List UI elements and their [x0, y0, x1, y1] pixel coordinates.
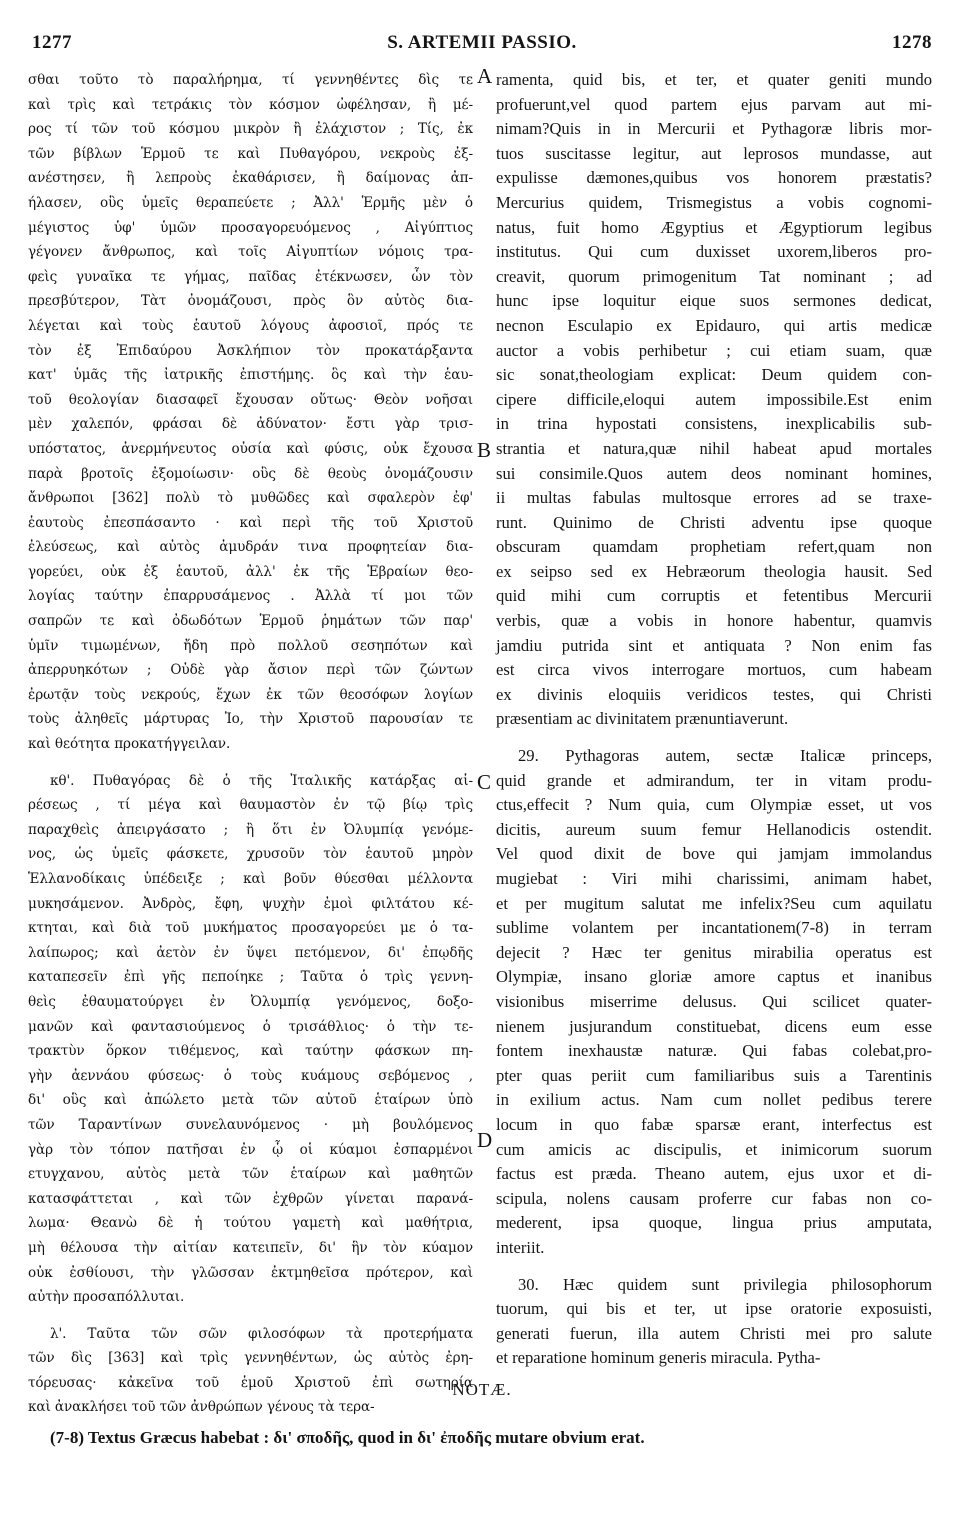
- text-line: generati fuerun, illa autem Christi mei pro salute: [496, 1323, 932, 1343]
- text-line: φεὶς γυναῖκα τε γήμας, παῖδας ἐτέκνωσεν, ὧν τὸν: [28, 268, 473, 285]
- text-line: runt. Quinimo de Christi adventu ipse quoque: [496, 512, 932, 532]
- notes-heading: NOTÆ.: [452, 1380, 512, 1399]
- text-line: θεὶς ἐθαυματούργει ἐν Ὀλυμπίᾳ γενόμενος, δοξο-: [28, 993, 473, 1010]
- text-line: ἐλεύσεως, καὶ αὐτὸς ἀμυδράν τινα προφητείαν δια-: [28, 539, 473, 556]
- text-line: Olympiæ, insano gloriæ amore captus et inanibus: [496, 967, 932, 987]
- text-line: fontem inexhaustæ naturæ. Qui fabas colebat,pro-: [496, 1041, 932, 1061]
- text-line: præsentiam ac divinitatem prænuntiaverunt.: [496, 709, 789, 729]
- text-line: λογίας ταύτην ἐπαρρυσάμενος . Ἀλλὰ τί μοι τῶν: [28, 588, 473, 605]
- text-line: δι' οὓς καὶ ἀπώλετο μετὰ τῶν αὐτοῦ ἑταίρων ὑπὸ: [28, 1092, 473, 1109]
- text-line: jamdiu putrida sint et antiquata ? Non enim fas: [496, 635, 932, 655]
- margin-letter-a: A: [477, 64, 493, 88]
- margin-letter-d: D: [477, 1128, 493, 1152]
- text-line: institutus. Qui cum duxisset uxorem,liberos pro-: [496, 242, 932, 262]
- text-line: τόρευσας· κἀκεῖνα τοῦ ἐμοῦ Χριστοῦ ἐπὶ σωτηρίᾳ: [28, 1374, 473, 1391]
- text-line: καὶ θεότητα προκατήγγειλαν.: [28, 736, 231, 753]
- text-line: auctor a vobis perhibetur ; cui etiam suam, quæ: [496, 340, 932, 360]
- text-line: mugiebat : Viri mihi charissimi, animam habet,: [496, 869, 932, 888]
- text-line: μέγιστος ὑφ' ὑμῶν προσαγορευόμενος , Αἰγύπτιος: [28, 219, 473, 236]
- text-line: mederent, ipsa quoque, lingua prius amputata,: [496, 1213, 932, 1233]
- text-line: κατασφάττεται , καὶ τῶν ἐχθρῶν γίνεται παρανά-: [28, 1190, 473, 1207]
- text-line: γὴν ἀεννάου φύσεως· ὁ τοὺς κυάμους σεβόμενος ,: [28, 1067, 473, 1084]
- text-line: οὐκ ἐσθίουσι, τὴν γλῶσσαν ἐκτμηθεῖσα πρότερον, καὶ: [28, 1264, 473, 1281]
- text-line: ἐρωτᾷν τοὺς νεκρούς, ἔχων ἐκ τῶν θεοσόφων λογίων: [28, 686, 473, 703]
- text-line: in trina hypostati consistens, inexplicabilis sub-: [496, 414, 932, 434]
- text-line: dejecit ? Hæc ter genitus mirabilia operatus est: [496, 942, 932, 962]
- text-line: pter quas periit cum familiaribus suis a Tarentinis: [496, 1065, 932, 1085]
- text-line: σαπρῶν τε καὶ ὀδωδότων Ἑρμοῦ ῥημάτων τῶν παρ': [28, 613, 473, 630]
- text-line: τῶν βίβλων Ἑρμοῦ τε καὶ Πυθαγόρου, νεκροὺς ἐξ-: [28, 145, 473, 162]
- footnote: (7-8) Textus Græcus habebat : δι' σποδῆς, quod in δι' ἐποδῆς mutare obvium erat.: [50, 1428, 645, 1447]
- text-line: σθαι τοῦτο τὸ παραλήρημα, τί γεννηθέντες δὶς τε: [28, 72, 473, 88]
- text-line: ετυγχανου, αὐτὸς μετὰ τῶν ἑταίρων καὶ μαθητῶν: [28, 1166, 473, 1183]
- text-line: expulisse dæmones,quibus vos honorem præstatis?: [496, 168, 932, 188]
- text-line: μυκησάμενον. Ἀνδρὸς, ἔφη, ψυχὴν ἐμοὶ φιλτάτου κέ-: [28, 895, 473, 912]
- right-column-number: 1278: [892, 32, 932, 53]
- text-line: cum amicis ac discipulis, et inimicorum suorum: [496, 1139, 932, 1159]
- text-line: locum in quo fabæ sparsæ erant, interfectus est: [496, 1114, 932, 1134]
- text-line: ex seipso sed ex Hebræorum theologia hausit. Sed: [496, 561, 932, 581]
- text-line: sic sonat,theologiam explicat: Deum quidem con-: [496, 365, 932, 385]
- text-line: παραχθεὶς ἀπειργάσατο ; ἢ ὅτι ἐν Ὀλυμπίᾳ γενόμε-: [28, 821, 473, 838]
- text-line: sublime volantem per incantationem(7-8) in terram: [496, 918, 932, 938]
- text-line: cipere difficile,eloqui autem impossibile.Est enim: [496, 389, 932, 409]
- text-line: ήλασεν, οὓς ὑμεῖς θεραπεύετε ; Ἀλλ' Ἑρμῆς μὲν ὁ: [28, 194, 473, 211]
- text-line: strantia et natura,quæ nihil habeat apud mortales: [496, 438, 932, 458]
- text-line: ἀπερρυηκότων ; Οὐδὲ γὰρ ἄσιον περὶ τῶν ζώντων: [28, 662, 473, 679]
- text-line: quid mihi cum corruptis et fetentibus Mercurii: [496, 586, 932, 606]
- text-line: λέγεται καὶ τοὺς ἑαυτοῦ λόγους ἀφοσιοῖ, πρός τε: [28, 317, 473, 334]
- running-title: S. ARTEMII PASSIO.: [387, 32, 577, 53]
- latin-text-column: [496, 68, 932, 1371]
- text-line: hunc ipse loquitur eique suos sermones dedicat,: [496, 291, 932, 311]
- text-line: ὑμῖν τιμωμένων, ἤδη πρὸ πολλοῦ σεσηπότων καὶ: [28, 637, 473, 654]
- text-line: τρακτὺν ὅρκον τιθέμενος, καὶ ταύτην φάσκων πη-: [28, 1043, 473, 1060]
- text-line: μὲν χαλεπόν, φράσαι δὲ ἀδύνατον· ἔστι γὰρ τρισ-: [28, 416, 473, 433]
- text-line: ctus,effecit ? Num quia, cum Olympiæ esset, ut vos: [496, 795, 932, 815]
- text-line: visionibus miserrime delusus. Qui scilicet quater-: [496, 991, 932, 1011]
- page-header: [32, 32, 932, 58]
- text-line: obscuram quamdam prophetiam refert,quam non: [496, 537, 932, 557]
- text-line: interiit.: [496, 1237, 545, 1257]
- text-line: Mercurius quidem, Trismegistus a vobis cognomi-: [496, 192, 932, 212]
- text-line: υπόστατος, ἀνερμήνευτος οὐσία καὶ φύσις, οὐκ ἔχουσα: [28, 440, 473, 457]
- text-line: ρέσεως , τί μέγα καὶ θαυμαστὸν ἐν τῷ βίῳ τρὶς: [28, 797, 473, 814]
- text-line: ρος τί τῶν τοῦ κόσμου μικρὸν ἢ ἐλάχιστον ; Τίς, ἐκ: [28, 121, 473, 138]
- text-line: in exilium actus. Nam cum nollet pedibus terere: [496, 1090, 932, 1110]
- text-line: Vel quod dixit de bove qui jamjam immolandus: [496, 844, 932, 864]
- text-line: γορεύει, οὐκ ἐξ ἑαυτοῦ, ἀλλ' ἐκ τῆς Ἑβραίων θεο-: [28, 563, 473, 580]
- text-line: est circa vivos interrogare mortuos, cum habeam: [496, 660, 932, 680]
- text-line: necnon Esculapio ex Epidauro, qui artis medicæ: [496, 315, 932, 335]
- text-line: dicitis, aureum suum femur Hellanodicis ostendit.: [496, 819, 932, 839]
- text-line: nimam?Quis in in Mercurii et Pythagoræ libris mor-: [496, 119, 932, 139]
- text-line: γὰρ τὸν τόπον πατῆσαι ἐν ᾧ οἱ κύαμοι ἐσπαρμένοι: [28, 1141, 473, 1158]
- text-line: nienem jusjurandum constituebat, dicens eum esse: [496, 1016, 932, 1036]
- text-line: τοὺς ἀληθεῖς μάρτυρας Ἰο, τὴν Χριστοῦ παρουσίαν τε: [28, 711, 473, 728]
- text-line: παρὰ βροτοῖς ἐξομοίωσιν· οὓς δὲ θεοὺς ὀνομάζουσιν: [28, 465, 473, 482]
- left-column-number: 1277: [32, 32, 72, 53]
- greek-text-column: [28, 68, 473, 1420]
- text-line: ἄνθρωποι [362] πολὺ τὸ μυθῶδες καὶ σφαλερὸν ἐφ': [28, 490, 473, 507]
- margin-letter-c: C: [477, 770, 492, 794]
- text-line: 30. Hæc quidem sunt privilegia philosophorum: [518, 1274, 932, 1294]
- text-line: λ'. Ταῦτα τῶν σῶν φιλοσόφων τὰ προτερήματα: [50, 1325, 473, 1342]
- text-line: et reparatione hominum generis miracula. Pytha-: [496, 1348, 821, 1368]
- text-line: tuorum, qui bis et ter, ut ipse oratorie exposuisti,: [496, 1299, 932, 1319]
- text-line: profuerunt,vel quod partem ejus parvam aut mi-: [496, 94, 932, 114]
- text-line: τὸν ἐξ Ἐπιδαύρου Ἀσκλήπιον τὸν προκατάρξαντα: [28, 342, 473, 359]
- text-line: ανέστησεν, ἢ λεπροὺς ἐκαθάρισεν, ἢ δαίμονας ἀπ-: [28, 170, 473, 187]
- text-line: ii multas fabulas multosque errores ad se traxe-: [496, 488, 932, 508]
- text-line: ex divinis eloquiis veridicos testes, qui Christi: [496, 684, 932, 704]
- text-line: καταπεσεῖν ἐπὶ γῆς πεποίηκε ; Ταῦτα ὁ τρὶς γεννη-: [28, 969, 473, 986]
- text-line: τοῦ θεολογίαν διασαφεῖ ἔχουσαν οὕτως· Θεὸν νοῆσαι: [28, 391, 473, 408]
- text-line: μὴ θέλουσα τὴν αἰτίαν κατειπεῖν, δι' ἣν τὸν κύαμον: [28, 1239, 473, 1256]
- text-line: κτηται, καὶ διὰ τοῦ μυκήματος προσαγορεύει με ὁ τα-: [28, 920, 473, 937]
- text-line: et per mugitum salutat me infelix?Seu cum aquilatu: [496, 893, 932, 913]
- text-line: αὐτὴν προσαπόλλυται.: [28, 1289, 185, 1306]
- text-line: πρεσβύτερον, Τὰτ ὀνομάζουσι, πρὸς ὃν αὐτὸς δια-: [28, 293, 473, 310]
- text-line: natus, fuit homo Ægyptius et Ægyptiorum legibus: [496, 217, 932, 237]
- margin-letter-b: B: [477, 438, 492, 462]
- text-line: ramenta, quid bis, et ter, et quater geniti mundo: [496, 70, 932, 89]
- text-line: sui consimile.Quos autem deos nominant homines,: [496, 463, 932, 483]
- text-line: tuos suscitasse legitur, aut leprosos mundasse, aut: [496, 143, 932, 163]
- text-line: factus est præda. Theano autem, ejus uxor et di-: [496, 1164, 932, 1184]
- text-line: τῶν δὶς [363] καὶ τρὶς γεννηθέντων, ὡς αὐτὸς ἐρη-: [28, 1350, 473, 1367]
- text-line: κατ' ὑμᾶς τῆς ἰατρικῆς ἐπιστήμης. ὃς καὶ τὴν ἑαυ-: [28, 367, 473, 384]
- text-line: Ἑλλανοδίκαις ὑπέδειξε ; καὶ βοῦν θύεσθαι μέλλοντα: [28, 871, 473, 887]
- text-line: λωμα· Θεανὼ δὲ ἡ τούτου γαμετὴ καὶ μαθήτρια,: [28, 1215, 473, 1232]
- text-line: scipula, nolens causam proferre cur fabas non co-: [496, 1188, 932, 1208]
- text-line: μανῶν καὶ φαντασιούμενος ὁ τρισάθλιος· ὁ τὴν τε-: [28, 1018, 473, 1035]
- text-line: 29. Pythagoras autem, sectæ Italicæ princeps,: [518, 746, 932, 766]
- text-line: creavit, quorum primogenitum Tat nominant ; ad: [496, 266, 932, 286]
- text-line: quid grande et admirandum, ter in vitam produ-: [496, 770, 932, 790]
- text-line: verbis, quæ a vobis in honore habentur, quamvis: [496, 611, 932, 631]
- text-line: ἑαυτοὺς ἐπεσπάσαντο · καὶ περὶ τῆς τοῦ Χριστοῦ: [28, 514, 473, 531]
- text-line: νος, ὡς ὑμεῖς φάσκετε, χρυσοῦν τὸν ἑαυτοῦ μηρὸν: [28, 846, 473, 863]
- text-line: κθ'. Πυθαγόρας δὲ ὁ τῆς Ἰταλικῆς κατάρξας αἱ-: [50, 772, 473, 789]
- text-line: καὶ ἀνακλήσει τοῦ τῶν ἀνθρώπων γένους τὰ τερα-: [28, 1399, 375, 1416]
- text-line: γέγονεν ἄνθρωπος, καὶ τοῖς Αἰγυπτίων νόμοις τρα-: [28, 244, 473, 261]
- text-line: λαίπωρος; καὶ ἀετὸν ἐν ὕψει πετόμενον, δι' ἐπῳδῆς: [28, 944, 473, 961]
- text-line: καὶ τρὶς καὶ τετράκις τὸν κόσμον ὠφέλησαν, ἢ μέ-: [28, 96, 473, 113]
- text-line: τῶν Ταραντίνων συνελαυνόμενος · μὴ βουλόμενος: [28, 1116, 473, 1133]
